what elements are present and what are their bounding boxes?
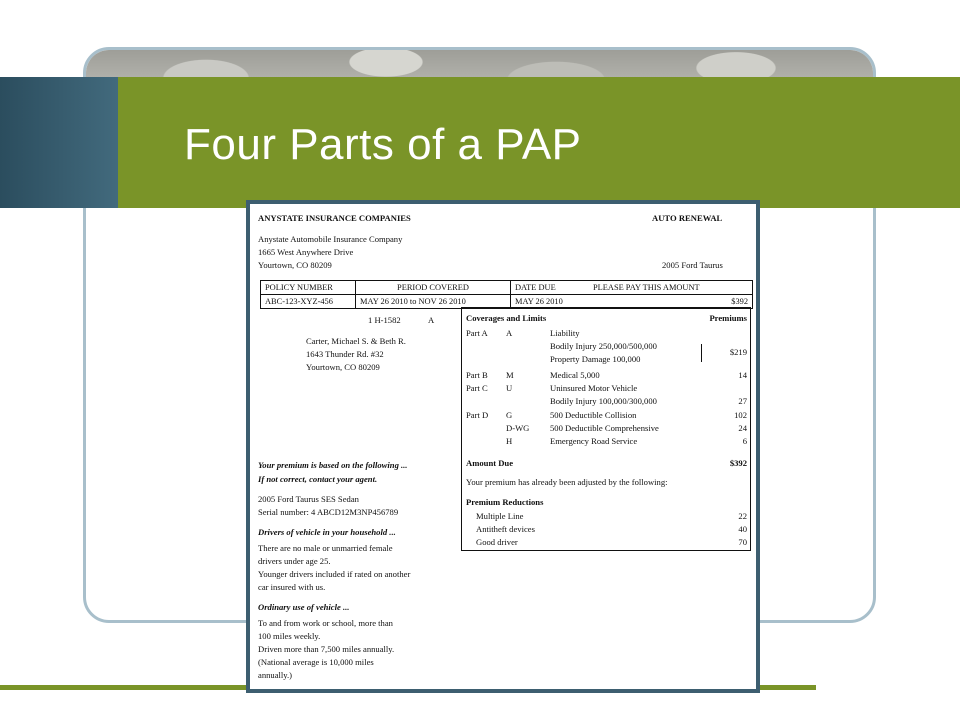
liability-brace [698,344,702,362]
reduction-row [466,511,747,523]
coverages-header [466,313,747,325]
coverage-code: D-WG [506,423,530,433]
adjusted-note-row [466,477,747,489]
reductions-header-row [466,497,747,509]
amount-to-pay: $392 [589,295,753,309]
reduction-row [466,524,747,536]
coverage-row [466,370,747,382]
coverage-row [466,396,747,408]
drivers-line: Younger drivers included if rated on another [258,569,411,579]
amount-due-label: Amount Due [466,458,514,468]
coverage-amount: 27 [738,396,747,406]
amount-due-value: $392 [729,458,747,468]
reduction-label: Multiple Line [476,511,524,521]
reduction-amount: 70 [738,537,747,547]
coverages-box [461,307,751,551]
coverage-amount: $219 [729,347,747,357]
adjusted-note: Your premium has already been adjusted by the following: [466,477,668,487]
use-line: 100 miles weekly. [258,631,321,641]
date-due: MAY 26 2010 [511,295,590,309]
coverage-amount: 102 [734,410,747,420]
vehicle-label: 2005 Ford Taurus [662,260,723,270]
reduction-label: Antitheft devices [476,524,535,534]
policy-number: ABC-123-XYZ-456 [261,295,356,309]
reduction-row [466,537,747,549]
coverage-code: A [506,328,513,338]
coverage-desc: Medical 5,000 [550,370,600,380]
coverage-desc: Bodily Injury 100,000/300,000 [550,396,657,406]
premiums-heading: Premiums [709,313,747,323]
coverage-part: Part B [466,370,488,380]
coverage-desc: Bodily Injury 250,000/500,000 [550,341,657,351]
coverage-part: Part A [466,328,488,338]
use-line: annually.) [258,670,293,680]
coverage-desc: 500 Deductible Collision [550,410,637,420]
coverage-row [466,436,747,448]
coverage-row [466,423,747,435]
coverage-amount: 24 [738,423,747,433]
table-header-row [261,281,753,295]
coverage-row [466,410,747,422]
coverage-code: M [506,370,514,380]
reductions-heading: Premium Reductions [466,497,544,507]
coverage-desc: Emergency Road Service [550,436,638,446]
coverage-desc: Uninsured Motor Vehicle [550,383,638,393]
coverage-part: Part D [466,410,489,420]
insured-city: Yourtown, CO 80209 [306,362,380,372]
coverage-amount: 14 [738,370,747,380]
use-line: (National average is 10,000 miles [258,657,374,667]
coverage-desc: Liability [550,328,580,338]
policy-table [260,280,753,309]
insured-street: 1643 Thunder Rd. #32 [306,349,384,359]
use-line: Driven more than 7,500 miles annually. [258,644,395,654]
amount-due-row [466,458,747,470]
code-letter: A [428,315,435,325]
reduction-amount: 22 [738,511,747,521]
premium-basis-heading: Your premium is based on the following ... [258,460,408,470]
coverage-code: G [506,410,513,420]
insured-name: Carter, Michael S. & Beth R. [306,336,406,346]
serial-number: Serial number: 4 ABCD12M3NP456789 [258,507,399,517]
car-model: 2005 Ford Taurus SES Sedan [258,494,359,504]
period-covered: MAY 26 2010 to NOV 26 2010 [356,295,511,309]
coverage-code: U [506,383,513,393]
use-line: To and from work or school, more than [258,618,393,628]
drivers-line: There are no male or unmarried female [258,543,393,553]
drivers-heading: Drivers of vehicle in your household ... [258,527,396,537]
coverage-desc: 500 Deductible Comprehensive [550,423,659,433]
table-header-cell: PERIOD COVERED [356,281,511,295]
drivers-line: drivers under age 25. [258,556,331,566]
table-header-cell: DATE DUE [511,281,590,295]
coverage-desc: Property Damage 100,000 [550,354,641,364]
table-header-cell: PLEASE PAY THIS AMOUNT [589,281,753,295]
slide-title: Four Parts of a PAP [184,120,582,169]
coverage-row [466,383,747,395]
coverage-code: H [506,436,513,446]
table-header-cell: POLICY NUMBER [261,281,356,295]
coverage-row [466,347,747,366]
insurer-city: Yourtown, CO 80209 [258,260,332,270]
contact-agent-note: If not correct, contact your agent. [258,474,378,484]
coverages-heading: Coverages and Limits [466,313,547,323]
insurer-name: Anystate Automobile Insurance Company [258,234,403,244]
reduction-amount: 40 [738,524,747,534]
accent-block [0,77,118,208]
policy-document [246,200,760,693]
coverage-part: Part C [466,383,488,393]
company-name: ANYSTATE INSURANCE COMPANIES [258,213,411,223]
coverage-row [466,328,747,340]
code-line: 1 H-1582 [368,315,401,325]
coverage-row [466,341,747,353]
coverage-amount: 6 [742,436,747,446]
insurer-street: 1665 West Anywhere Drive [258,247,354,257]
use-heading: Ordinary use of vehicle ... [258,602,350,612]
doc-type: AUTO RENEWAL [652,213,723,223]
reduction-label: Good driver [476,537,518,547]
drivers-line: car insured with us. [258,582,326,592]
